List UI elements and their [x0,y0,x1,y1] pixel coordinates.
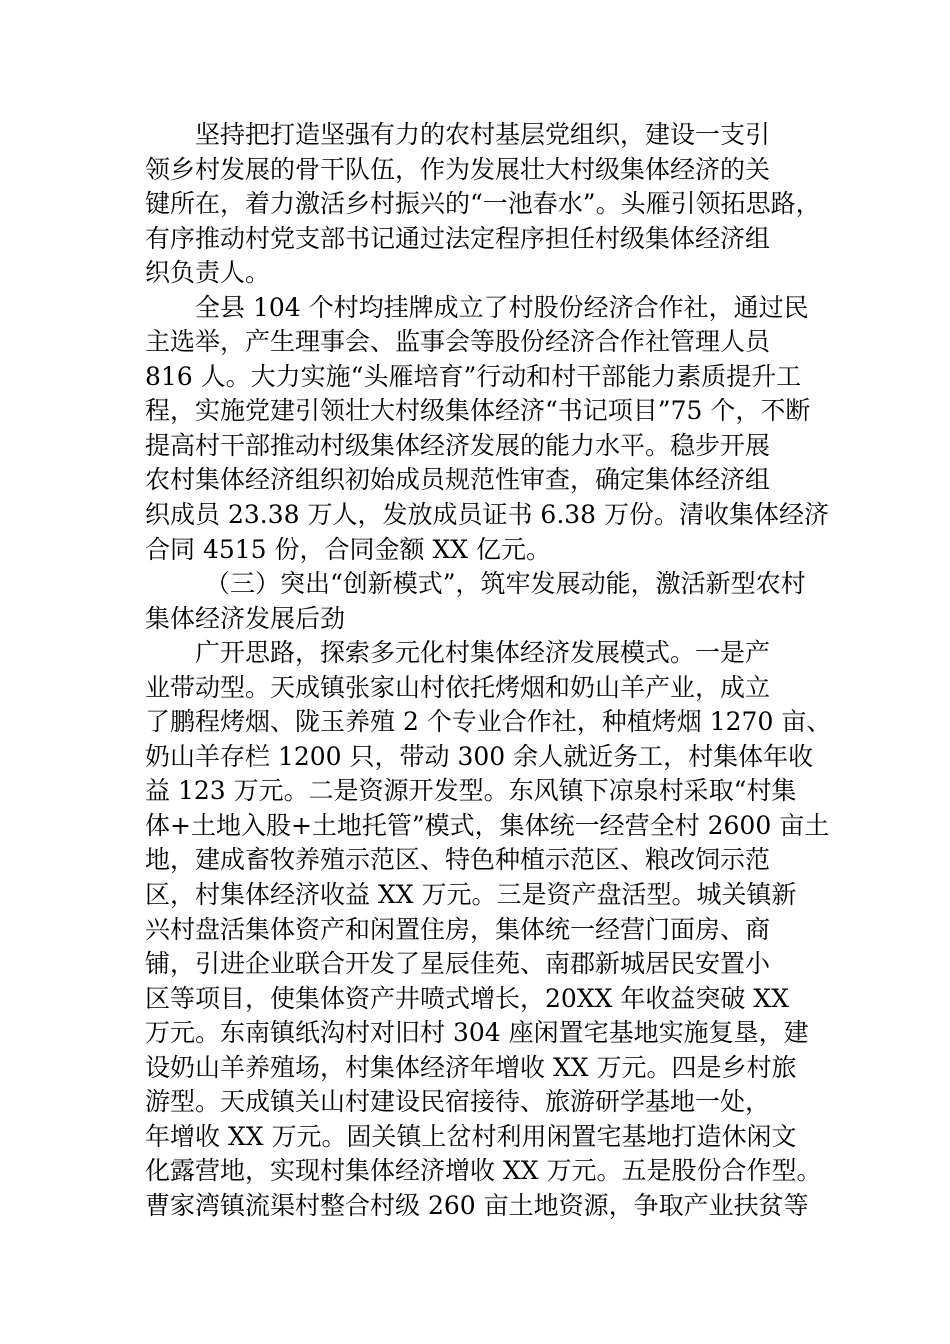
paragraph-3-line-16: 化露营地，实现村集体经济增收 XX 万元。五是股份合作型。 [145,1156,822,1186]
paragraph-3-line-7: 地，建成畜牧养殖示范区、特色种植示范区、粮改饲示范 [145,845,771,875]
paragraph-3-line-5: 益 123 万元。二是资源开发型。东风镇下凉泉村采取“村集 [145,776,797,806]
paragraph-3-line-4: 奶山羊存栏 1200 只，带动 300 余人就近务工，村集体年收 [145,741,814,771]
paragraph-1-line-2: 领乡村发展的骨干队伍，作为发展壮大村级集体经济的关 [145,154,771,184]
paragraph-3-line-17: 曹家湾镇流渠村整合村级 260 亩土地资源，争取产业扶贫等 [145,1190,809,1220]
paragraph-3-line-1: 广开思路，探索多元化村集体经济发展模式。一是产 [195,638,771,668]
paragraph-2-line-8: 合同 4515 份，合同金额 XX 亿元。 [145,534,552,564]
paragraph-3-line-8: 区，村集体经济收益 XX 万元。三是资产盘活型。城关镇新 [145,880,797,910]
body-text [145,118,832,1224]
paragraph-2-line-4: 程，实施党建引领壮大村级集体经济“书记项目”75 个，不断 [145,396,811,426]
paragraph-3-line-11: 区等项目，使集体资产井喷式增长，20XX 年收益突破 XX [145,983,789,1013]
paragraph-2-line-2: 主选举，产生理事会、监事会等股份经济合作社管理人员 [145,327,771,357]
paragraph-3-line-12: 万元。东南镇纸沟村对旧村 304 座闲置宅基地实施复垦，建 [145,1018,809,1048]
paragraph-3-line-14: 游型。天成镇关山村建设民宿接待、旅游研学基地一处， [145,1087,771,1117]
paragraph-2-line-6: 农村集体经济组织初始成员规范性审查，确定集体经济组 [145,465,771,495]
paragraph-3-line-15: 年增收 XX 万元。固关镇上岔村利用闲置宅基地打造休闲文 [145,1121,797,1151]
section-heading-line-2: 集体经济发展后劲 [145,603,346,633]
paragraph-1-line-4: 有序推动村党支部书记通过法定程序担任村级集体经济组 [145,223,771,253]
paragraph-2-line-3: 816 人。大力实施“头雁培育”行动和村干部能力素质提升工 [145,361,802,391]
paragraph-3-line-13: 设奶山羊养殖场，村集体经济年增收 XX 万元。四是乡村旅 [145,1052,797,1082]
paragraph-3-line-3: 了鹏程烤烟、陇玉养殖 2 个专业合作社，种植烤烟 1270 亩、 [145,707,832,737]
paragraph-1-line-5: 织负责人。 [145,258,271,288]
paragraph-3-line-10: 铺，引进企业联合开发了星辰佳苑、南郡新城居民安置小 [145,949,771,979]
paragraph-3-line-2: 业带动型。天成镇张家山村依托烤烟和奶山羊产业，成立 [145,672,771,702]
paragraph-3-line-9: 兴村盘活集体资产和闲置住房，集体统一经营门面房、商 [145,914,771,944]
paragraph-2-line-5: 提高村干部推动村级集体经济发展的能力水平。稳步开展 [145,430,771,460]
paragraph-2-line-1: 全县 104 个村均挂牌成立了村股份经济合作社，通过民 [195,292,809,322]
paragraph-2-line-7: 织成员 23.38 万人，发放成员证书 6.38 万份。清收集体经济 [145,500,830,530]
paragraph-1-line-1: 坚持把打造坚强有力的农村基层党组织，建设一支引 [195,120,771,149]
section-heading-line-1: （三）突出“创新模式”，筑牢发展动能，激活新型农村 [205,569,806,599]
paragraph-1-line-3: 键所在，着力激活乡村振兴的“一池春水”。头雁引领拓思路， [145,189,821,219]
paragraph-3-line-6: 体+土地入股+土地托管”模式，集体统一经营全村 2600 亩土 [145,810,830,840]
